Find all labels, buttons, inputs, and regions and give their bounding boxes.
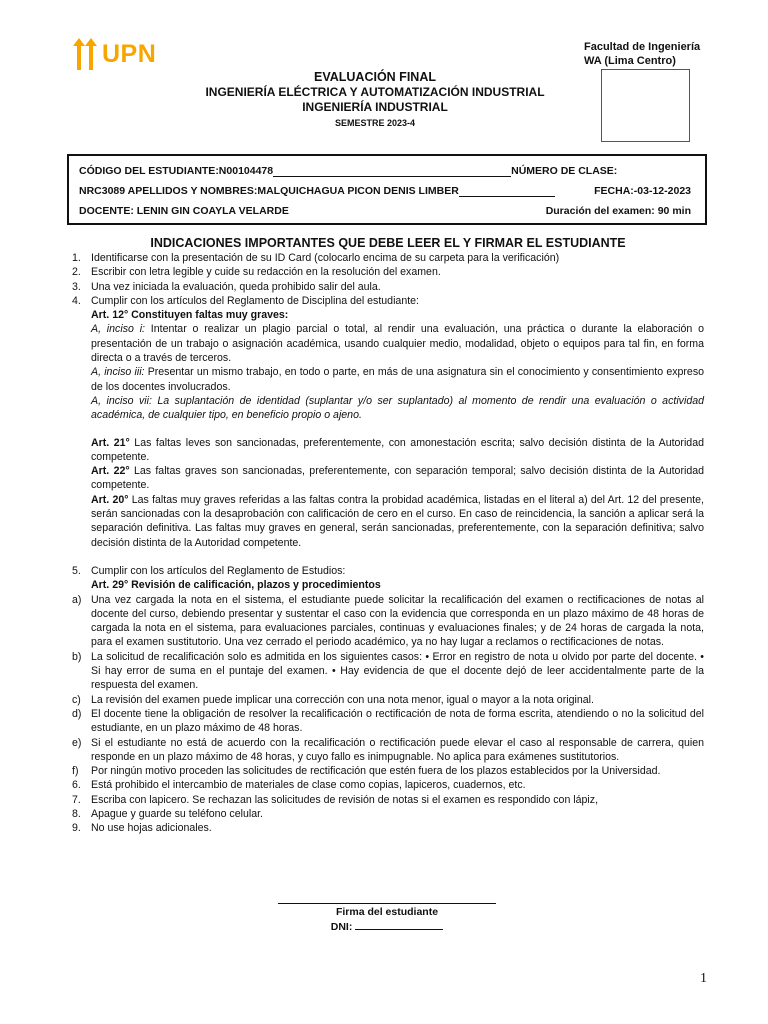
sub-item: c) La revisión del examen puede implicar una corrección con una nota menor, igual o mayor a la nota original. — [72, 693, 594, 706]
faculty-name: Facultad de Ingeniería — [584, 41, 701, 53]
faculty-block — [584, 40, 700, 68]
dni-row — [278, 919, 496, 934]
list-item: 1. Identificarse con la presentación de su ID Card (colocarlo encima de su carpeta para la verificación) — [72, 252, 560, 264]
instructions-heading: INDICACIONES IMPORTANTES QUE DEBE LEER EL Y FIRMAR EL ESTUDIANTE — [150, 236, 626, 250]
study-articles — [72, 578, 704, 592]
sub-item: d) El docente tiene la obligación de resolver la recalificación o rectificación de nota de forma escrita, atendiendo o no la solicitud del estudiante, en un plazo máximo de 48 horas. — [72, 707, 704, 735]
code-blank-line — [273, 166, 511, 177]
inciso-iii: A, inciso iii: Presentar un mismo trabajo, en todo o parte, en más de una asignatura sin el conocimiento y consentimiento expreso de los docentes involucrados. — [91, 366, 705, 393]
exam-title: EVALUACIÓN FINAL — [314, 70, 436, 84]
signature-label: Firma del estudiante — [335, 906, 439, 918]
page-number: 1 — [700, 971, 707, 986]
art21: Art. 21° Las faltas leves son sancionadas, preferentemente, con amonestación escrita; salvo decisión distinta de la Autoridad competente. — [91, 436, 704, 463]
info-row-name — [79, 185, 691, 197]
upn-logo — [72, 38, 156, 70]
name-blank-line — [459, 186, 555, 197]
dni-label: DNI: — [330, 921, 356, 933]
inciso-vii: A, inciso vii: La suplantación de identidad (suplantar y/o ser suplantado) al momento de rendir una evaluación o actividad académica, de cualquier tipo, en beneficio propio o ajeno. — [91, 394, 704, 422]
photo-box — [601, 69, 690, 142]
art22: Art. 22° Las faltas graves son sancionadas, preferentemente, con separación temporal; salvo decisión distinta de la Autoridad competente. — [91, 465, 704, 492]
student-code: CÓDIGO DEL ESTUDIANTE:N00104478 — [79, 165, 274, 177]
logo-text: UPN — [102, 39, 157, 68]
info-row-teacher — [79, 205, 691, 217]
student-info-box — [67, 154, 707, 225]
instructions-list — [72, 251, 704, 836]
discipline-articles — [72, 308, 704, 550]
career-2: INGENIERÍA INDUSTRIAL — [302, 100, 448, 114]
list-item: 7. Escriba con lapicero. Se rechazan las solicitudes de revisión de notas si el examen es respondido con lápiz, — [72, 793, 599, 806]
campus-name: WA (Lima Centro) — [584, 55, 676, 67]
signature-line — [278, 903, 496, 904]
semester: SEMESTRE 2023-4 — [334, 118, 416, 128]
list-item: 3. Una vez iniciada la evaluación, queda prohibido salir del aula. — [72, 280, 381, 293]
art12-title: Art. 12° Constituyen faltas muy graves: — [91, 309, 289, 322]
sub-item: e) Si el estudiante no está de acuerdo con la recalificación o rectificación puede elevar el caso al responsable de carrera, quien responde en un plazo máximo de 48 horas, y cuyo fallo es inimpugnable. No aplica para exámenes sustitutorios. — [72, 736, 704, 763]
career-1: INGENIERÍA ELÉCTRICA Y AUTOMATIZACIÓN INDUSTRIAL — [205, 85, 545, 99]
sub-item: b) La solicitud de recalificación solo es admitida en los siguientes casos: • Error en registro de nota u olvido por parte del docente. • Si hay error de suma en el puntaje del examen. • Hay evidencia de que el docente dejó de leer accidentalmente parte de la respuesta del examen. — [72, 650, 704, 692]
student-name: NRC3089 APELLIDOS Y NOMBRES:MALQUICHAGUA PICON DENIS LIMBER — [79, 185, 459, 197]
upn-logo-icon — [72, 38, 98, 70]
dni-blank-line — [355, 919, 443, 930]
list-item: 6. Está prohibido el intercambio de materiales de clase como copias, lapiceros, cuadernos, etc. — [72, 779, 526, 792]
list-item: 8. Apague y guarde su teléfono celular. — [72, 807, 263, 820]
sub-item: f) Por ningún motivo proceden las solicitudes de rectificación que estén fuera de los plazos establecidos por la Universidad. — [72, 765, 661, 778]
exam-header — [150, 70, 600, 130]
exam-date: FECHA:-03-12-2023 — [594, 185, 691, 197]
list-item: 2. Escribir con letra legible y cuide su redacción en la resolución del examen. — [72, 266, 441, 279]
info-row-code — [79, 165, 691, 177]
class-number-label: NÚMERO DE CLASE: — [511, 165, 618, 177]
list-item: 4. Cumplir con los artículos del Reglamento de Disciplina del estudiante: — [72, 294, 419, 307]
signature-block — [278, 903, 496, 934]
sub-item: a) Una vez cargada la nota en el sistema, el estudiante puede solicitar la recalificación del examen o rectificaciones de notas al docente del curso, debiendo presentar y sustentar el caso con la evidencia que corresponda en un plazo máximo de 48 horas de cargada la nota en el sistema, para evaluaciones parciales, continuas y evaluaciones finales; y de 24 horas de cargada la nota, para el examen sustitutorio. Una vez cerrado el periodo académico, ya no hay lugar a reclamos o rectificaciones de notas. — [72, 593, 704, 649]
teacher-name: DOCENTE: LENIN GIN COAYLA VELARDE — [79, 205, 289, 217]
art29-title: Art. 29° Revisión de calificación, plazos y procedimientos — [91, 579, 381, 592]
art20: Art. 20° Las faltas muy graves referidas a las faltas contra la probidad académica, listadas en el literal a) del Art. 12 del presente, serán sancionadas con la desaprobación con calificación de cero en el curso. En caso de reincidencia, la sanción a aplicar será la separación definitiva. Las faltas muy graves en general, serán sancionadas, preferentemente, con la separación definitiva; salvo decisión distinta de la Autoridad competente. — [91, 493, 704, 549]
list-item: 5. Cumplir con los artículos del Reglamento de Estudios: — [72, 564, 346, 577]
inciso-i: A, inciso i: Intentar o realizar un plagio parcial o total, al rendir una evaluación, una práctica o durante la elaboración o presentación de un trabajo o asignación académica, usando cualquier medio, modalidad, objeto o equipos para tal fin, en forma directa o a través de terceros. — [91, 323, 704, 365]
list-item: 9. No use hojas adicionales. — [72, 822, 212, 835]
exam-duration: Duración del examen: 90 min — [545, 205, 691, 217]
